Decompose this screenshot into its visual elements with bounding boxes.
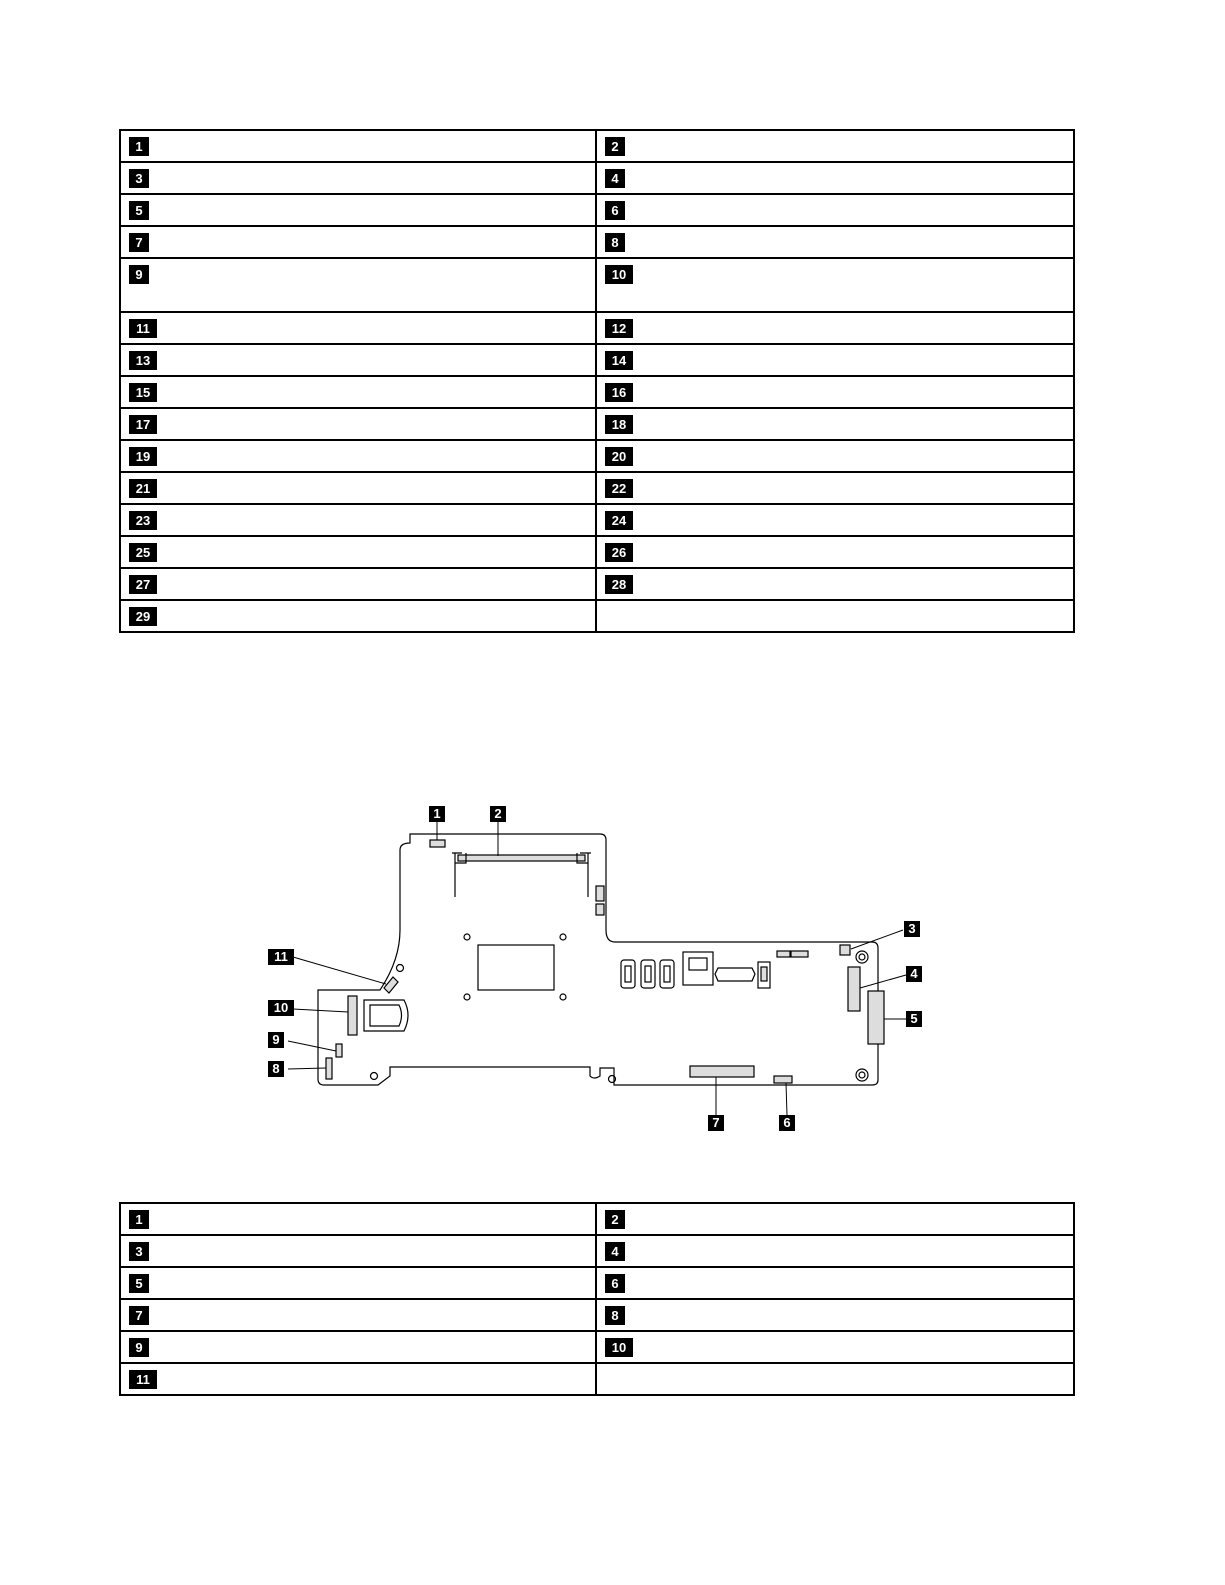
side-connector-a bbox=[596, 886, 604, 901]
legend-cell-left bbox=[120, 1267, 596, 1299]
callout-number-badge: 14 bbox=[605, 351, 633, 370]
callout-number-badge: 8 bbox=[605, 233, 625, 252]
connector-9 bbox=[336, 1044, 342, 1057]
callout-number-badge: 9 bbox=[129, 1338, 149, 1357]
callout-number-badge: 2 bbox=[605, 1210, 625, 1229]
callout-4: 4 bbox=[906, 966, 922, 982]
legend-description bbox=[597, 1204, 1073, 1224]
hdmi-port bbox=[715, 968, 755, 981]
callout-number-badge: 3 bbox=[129, 169, 149, 188]
callout-number-badge: 5 bbox=[129, 201, 149, 220]
callout-7: 7 bbox=[708, 1115, 724, 1131]
callout-number-badge: 28 bbox=[605, 575, 633, 594]
legend-description bbox=[597, 1300, 1073, 1320]
legend-description bbox=[597, 1236, 1073, 1256]
connector-10 bbox=[348, 996, 357, 1035]
connector-6 bbox=[774, 1076, 792, 1083]
legend-cell-left bbox=[120, 1203, 596, 1235]
callout-number-badge: 20 bbox=[605, 447, 633, 466]
callout-number-badge: 4 bbox=[605, 169, 625, 188]
callout-number-badge: 12 bbox=[605, 319, 633, 338]
callout-1: 1 bbox=[429, 806, 445, 822]
callout-number-badge: 24 bbox=[605, 511, 633, 530]
callout-11: 11 bbox=[268, 949, 294, 965]
legend-description bbox=[121, 1364, 595, 1384]
callout-8: 8 bbox=[268, 1061, 284, 1077]
legend-description bbox=[121, 1236, 595, 1256]
legend-description bbox=[121, 1332, 595, 1352]
callout-number-badge: 29 bbox=[129, 607, 157, 626]
callout-number-badge: 23 bbox=[129, 511, 157, 530]
cpu bbox=[478, 945, 554, 990]
ethernet-port bbox=[683, 952, 713, 985]
legend-cell-left bbox=[120, 1331, 596, 1363]
callout-number-badge: 17 bbox=[129, 415, 157, 434]
callout-number-badge: 6 bbox=[605, 201, 625, 220]
legend-row bbox=[120, 1331, 1074, 1363]
legend-cell-right bbox=[596, 1363, 1074, 1395]
connector-5 bbox=[868, 991, 884, 1044]
legend-row bbox=[120, 1235, 1074, 1267]
callout-number-badge: 11 bbox=[129, 319, 157, 338]
legend-description bbox=[121, 1268, 595, 1288]
callout-2: 2 bbox=[490, 806, 506, 822]
legend-row bbox=[120, 1363, 1074, 1395]
callout-number-badge: 19 bbox=[129, 447, 157, 466]
legend-row bbox=[120, 1299, 1074, 1331]
callout-number-badge: 7 bbox=[129, 1306, 149, 1325]
callout-number-badge: 15 bbox=[129, 383, 157, 402]
connector-4 bbox=[848, 967, 860, 1011]
callout-number-badge: 22 bbox=[605, 479, 633, 498]
legend-description bbox=[121, 1300, 595, 1320]
side-connector-b bbox=[596, 904, 604, 915]
callout-number-badge: 7 bbox=[129, 233, 149, 252]
callout-number-badge: 6 bbox=[605, 1274, 625, 1293]
callout-6: 6 bbox=[779, 1115, 795, 1131]
callout-number-badge: 27 bbox=[129, 575, 157, 594]
bottom-legend-body bbox=[120, 1203, 1074, 1395]
callout-number-badge: 4 bbox=[605, 1242, 625, 1261]
board-outline bbox=[318, 834, 878, 1085]
memory-slot bbox=[452, 853, 591, 897]
bottom-legend-table bbox=[119, 1202, 1075, 1396]
legend-cell-left bbox=[120, 1235, 596, 1267]
legend-cell-right bbox=[596, 1299, 1074, 1331]
legend-cell-right bbox=[596, 1235, 1074, 1267]
legend-row bbox=[120, 1203, 1074, 1235]
callout-number-badge: 10 bbox=[605, 1338, 633, 1357]
callout-9: 9 bbox=[268, 1032, 284, 1048]
callout-number-badge: 13 bbox=[129, 351, 157, 370]
callout-number-badge: 3 bbox=[129, 1242, 149, 1261]
legend-description bbox=[597, 1268, 1073, 1288]
callout-10: 10 bbox=[268, 1000, 294, 1016]
legend-cell-right bbox=[596, 1203, 1074, 1235]
legend-cell-right bbox=[596, 1267, 1074, 1299]
callout-number-badge: 16 bbox=[605, 383, 633, 402]
callout-number-badge: 11 bbox=[129, 1370, 157, 1389]
callout-number-badge: 1 bbox=[129, 1210, 149, 1229]
callout-number-badge: 25 bbox=[129, 543, 157, 562]
legend-cell-left bbox=[120, 1363, 596, 1395]
callout-number-badge: 8 bbox=[605, 1306, 625, 1325]
callout-number-badge: 5 bbox=[129, 1274, 149, 1293]
callout-number-badge: 10 bbox=[605, 265, 633, 284]
connector-8 bbox=[326, 1058, 332, 1079]
callout-5: 5 bbox=[906, 1011, 922, 1027]
callout-number-badge: 26 bbox=[605, 543, 633, 562]
connector-7 bbox=[690, 1066, 754, 1077]
callout-number-badge: 18 bbox=[605, 415, 633, 434]
legend-row bbox=[120, 1267, 1074, 1299]
connector-1 bbox=[430, 840, 445, 847]
legend-description bbox=[121, 1204, 595, 1224]
callout-number-badge: 21 bbox=[129, 479, 157, 498]
callout-3: 3 bbox=[904, 921, 920, 937]
legend-cell-right bbox=[596, 1331, 1074, 1363]
legend-cell-left bbox=[120, 1299, 596, 1331]
callout-number-badge: 2 bbox=[605, 137, 625, 156]
connector-3 bbox=[840, 945, 850, 955]
legend-description bbox=[597, 1332, 1073, 1352]
usb-ports bbox=[621, 960, 674, 988]
callout-number-badge: 1 bbox=[129, 137, 149, 156]
callout-number-badge: 9 bbox=[129, 265, 149, 284]
